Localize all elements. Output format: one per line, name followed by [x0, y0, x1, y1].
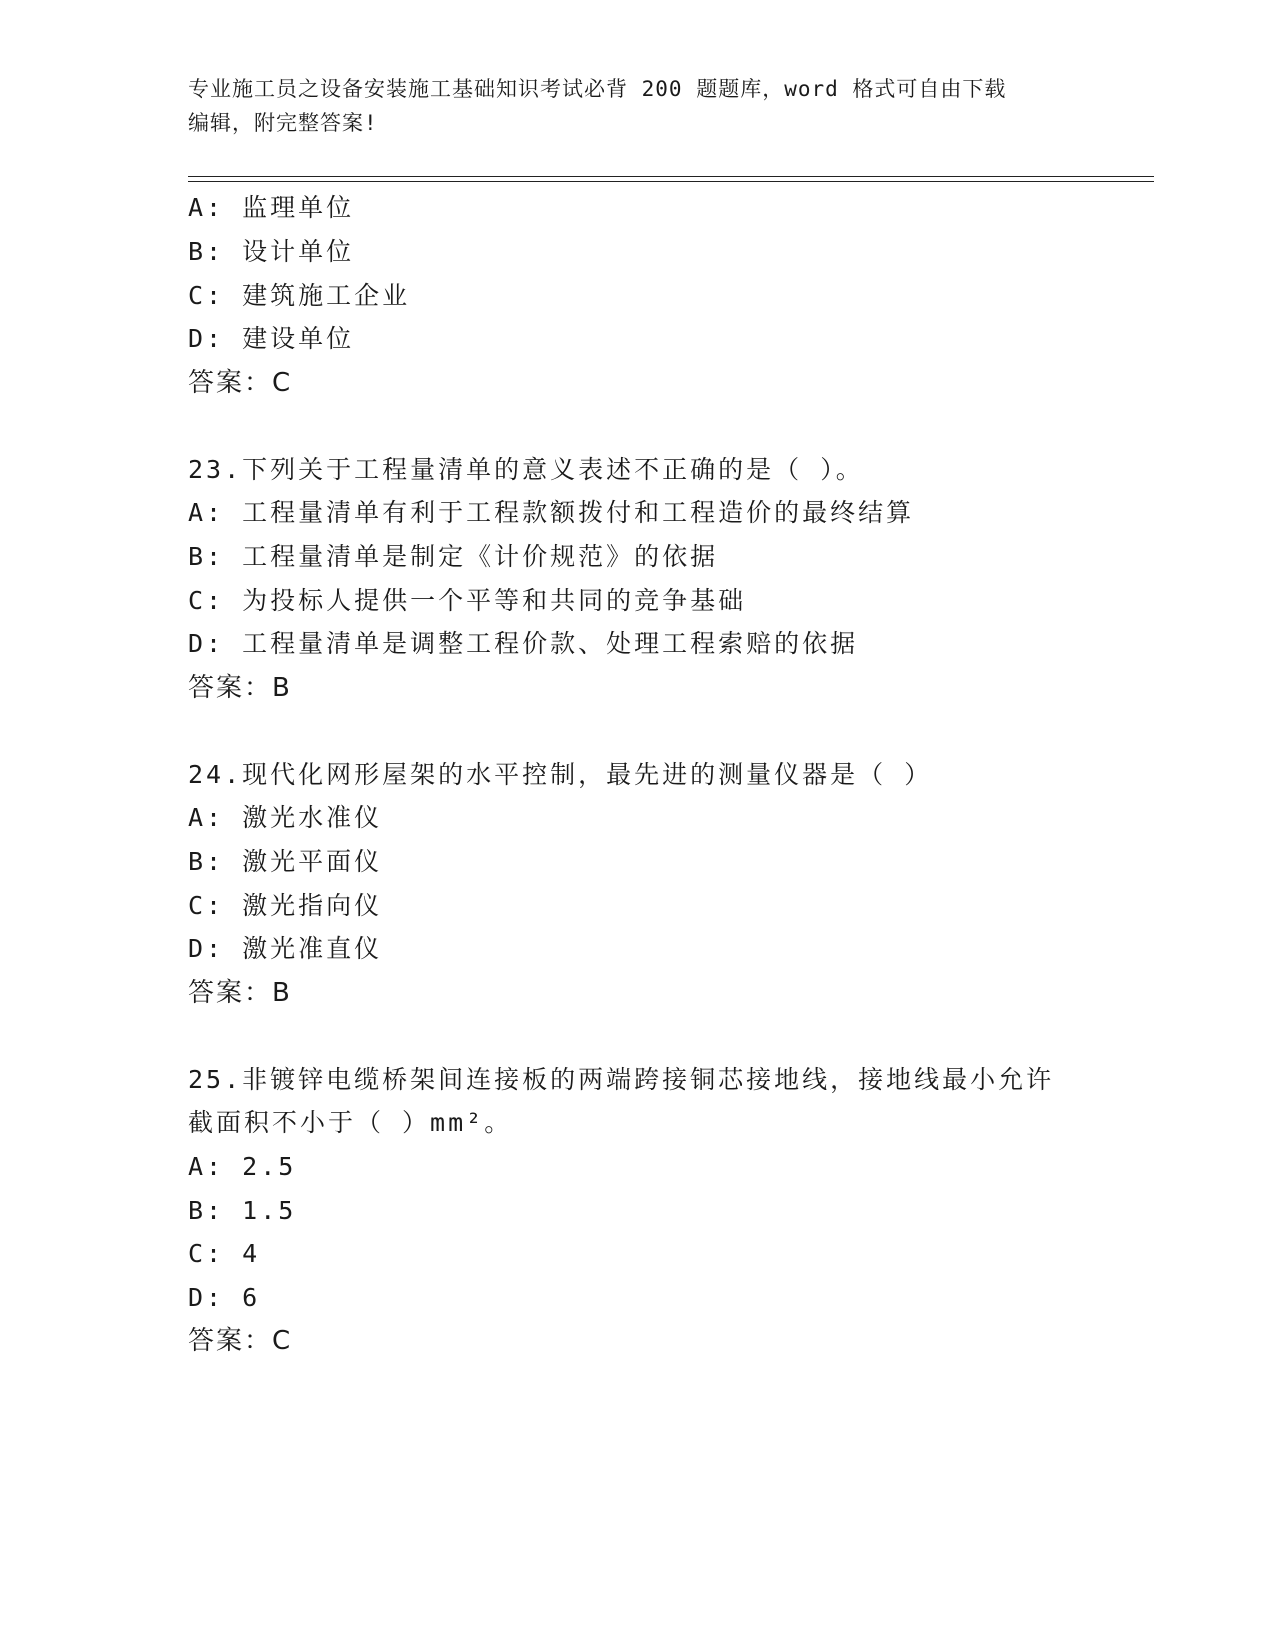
- q25-option-c: C: 4: [188, 1239, 261, 1268]
- q25-option-a: A: 2.5: [188, 1152, 297, 1181]
- q22-option-b: B: 设计单位: [188, 237, 355, 266]
- q25-option-b: B: 1.5: [188, 1196, 297, 1225]
- q25-answer: 答案：C: [188, 1326, 293, 1356]
- q24-option-c: C: 激光指向仪: [188, 891, 383, 920]
- q24-answer: 答案：B: [188, 978, 292, 1008]
- header-title-line-1: 专业施工员之设备安装施工基础知识考试必背 200 题题库，word 格式可自由下载: [188, 77, 1007, 101]
- q23-answer: 答案：B: [188, 673, 292, 703]
- q22-option-d: D: 建设单位: [188, 324, 355, 353]
- q24-option-b: B: 激光平面仪: [188, 847, 383, 876]
- q25-option-d: D: 6: [188, 1283, 261, 1312]
- q24-option-d: D: 激光准直仪: [188, 934, 383, 963]
- q23-option-a: A: 工程量清单有利于工程款额拨付和工程造价的最终结算: [188, 498, 915, 527]
- q25-question-line-1: 25.非镀锌电缆桥架间连接板的两端跨接铜芯接地线，接地线最小允许: [188, 1065, 1055, 1094]
- q22-option-a: A: 监理单位: [188, 193, 355, 222]
- q23-option-b: B: 工程量清单是制定《计价规范》的依据: [188, 542, 719, 571]
- q24-question: 24.现代化网形屋架的水平控制，最先进的测量仪器是（ ）: [188, 760, 933, 789]
- q24-option-a: A: 激光水准仪: [188, 803, 383, 832]
- q22-option-c: C: 建筑施工企业: [188, 281, 411, 310]
- q23-question: 23.下列关于工程量清单的意义表述不正确的是（ ）。: [188, 455, 864, 484]
- header-divider-top: [188, 176, 1154, 177]
- q22-answer: 答案：C: [188, 368, 293, 398]
- q25-question-line-2: 截面积不小于（ ）mm²。: [188, 1108, 513, 1137]
- q23-option-d: D: 工程量清单是调整工程价款、处理工程索赔的依据: [188, 629, 859, 658]
- header-title-line-2: 编辑，附完整答案!: [188, 111, 378, 135]
- document-header: [188, 72, 1088, 140]
- header-divider-bottom: [188, 181, 1154, 182]
- q23-option-c: C: 为投标人提供一个平等和共同的竞争基础: [188, 586, 747, 615]
